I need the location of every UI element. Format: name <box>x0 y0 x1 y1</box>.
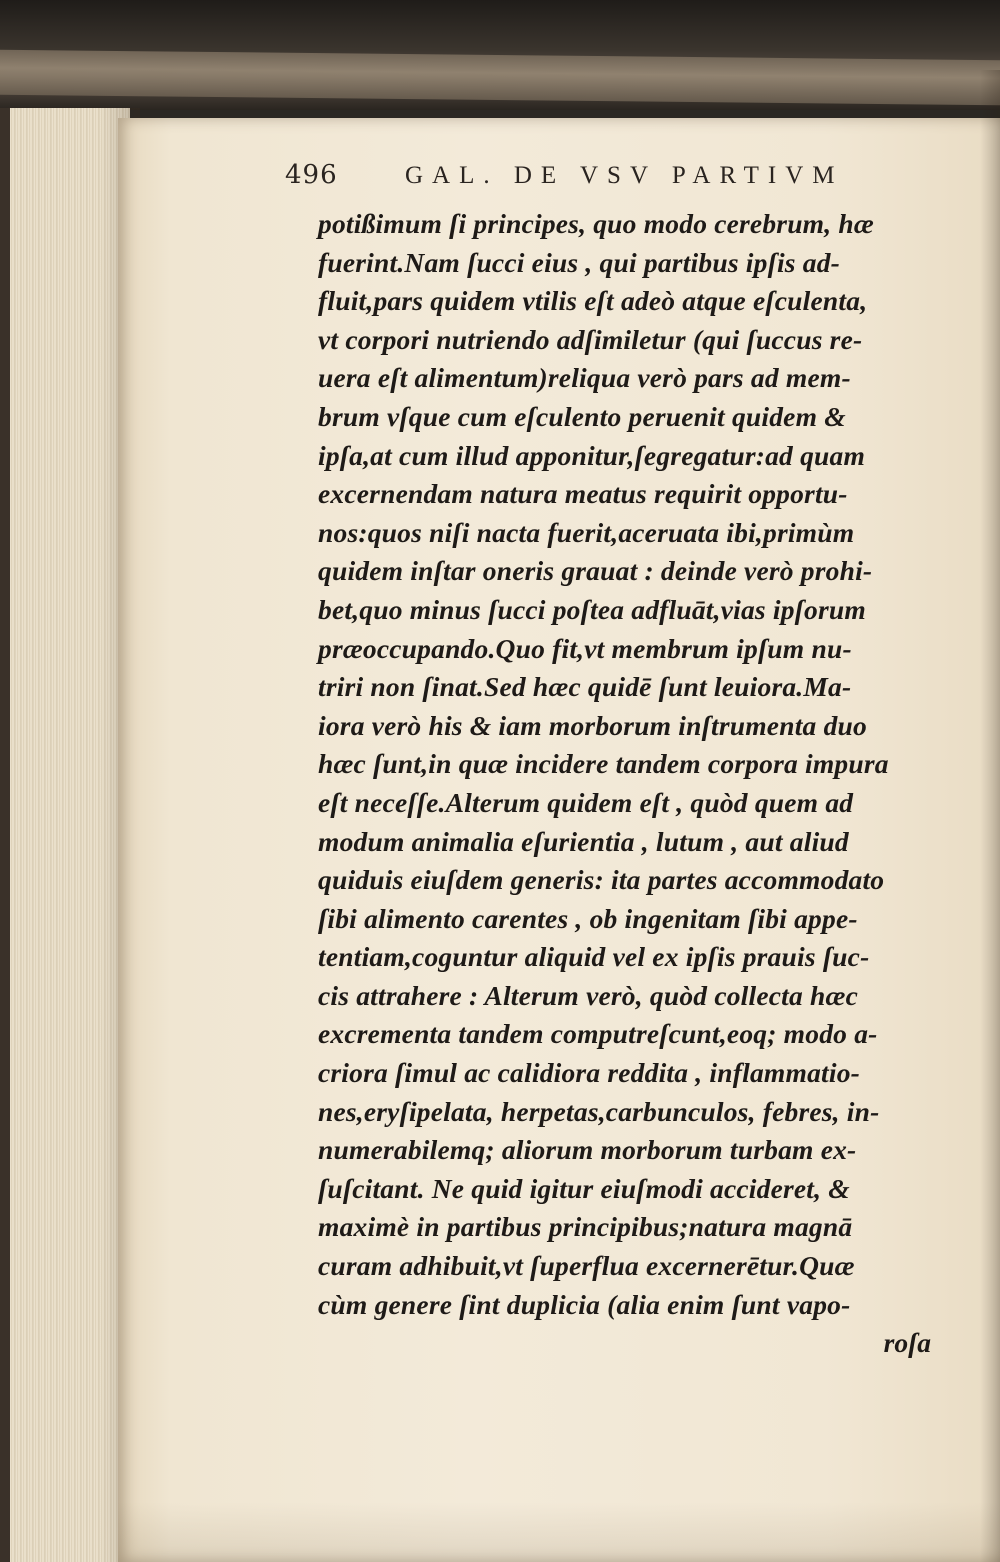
text-line: præoccupando.Quo fit,vt membrum ipſum nu- <box>318 632 852 664</box>
text-line: quidem inſtar oneris grauat : deinde verò prohi- <box>318 555 873 587</box>
text-line: fuerint.Nam ſucci eius , qui partibus ipſis ad- <box>318 246 841 278</box>
text-line: brum vſque cum eſculento peruenit quidem & <box>318 400 846 432</box>
text-line: vt corpori nutriendo adſimiletur (qui ſuccus re- <box>318 323 863 355</box>
text-line: ſuſcitant. Ne quid igitur eiuſmodi accideret, & <box>318 1172 850 1204</box>
bottom-page-shade <box>118 1502 1000 1562</box>
text-line: fluit,pars quidem vtilis eſt adeò atque eſculenta, <box>318 285 868 317</box>
text-line: uera eſt alimentum)reliqua verò pars ad mem- <box>318 362 851 394</box>
left-cover-edge <box>0 108 10 1562</box>
text-line: criora ſimul ac calidiora reddita , inflammatio- <box>318 1057 861 1089</box>
text-line: cùm genere ſint duplicia (alia enim ſunt vapo- <box>318 1288 851 1320</box>
text-line: numerabilemq; aliorum morborum turbam ex- <box>318 1134 857 1166</box>
text-line: triri non ſinat.Sed hæc quidē ſunt leuiora.Ma- <box>318 671 852 703</box>
running-title: GAL. DE VSV PARTIVM <box>405 162 844 189</box>
text-line: tentiam,coguntur aliquid vel ex ipſis prauis ſuc- <box>318 941 870 973</box>
text-line: modum animalia eſurientia , lutum , aut aliud <box>318 825 849 857</box>
text-line: iora verò his & iam morborum inſtrumenta duo <box>318 709 867 741</box>
text-line: nos:quos niſi nacta fuerit,aceruata ibi,primùm <box>318 516 855 548</box>
text-line: bet,quo minus ſucci poſtea adfluāt,vias ipſorum <box>318 593 866 625</box>
text-line: nes,eryſipelata, herpetas,carbunculos, febres, in- <box>318 1095 880 1127</box>
text-line: excernendam natura meatus requirit opportu- <box>318 478 848 510</box>
text-line: excrementa tandem computreſcunt,eoq; modo a- <box>318 1018 878 1050</box>
right-edge-shadow <box>980 70 1000 1562</box>
text-line: ſibi alimento carentes , ob ingenitam ſibi appe- <box>318 902 858 934</box>
body-text <box>318 205 943 1363</box>
text-line: eſt neceſſe.Alterum quidem eſt , quòd quem ad <box>318 786 854 818</box>
text-line: quiduis eiuſdem generis: ita partes accommodato <box>318 864 885 896</box>
page-header <box>285 160 885 200</box>
text-line: potißimum ſi principes, quo modo cerebrum, hæ <box>318 208 874 239</box>
page-number: 496 <box>285 160 338 190</box>
text-line: maximè in partibus principibus;natura magnā <box>318 1211 853 1243</box>
text-line: cis attrahere : Alterum verò, quòd collecta hæc <box>318 979 858 1011</box>
text-line: ipſa,at cum illud apponitur,ſegregatur:ad quam <box>318 439 866 471</box>
text-line: curam adhibuit,vt ſuperflua excernerētur.Quæ <box>318 1250 855 1282</box>
catchword: roſa <box>883 1327 931 1359</box>
text-line: hæc ſunt,in quæ incidere tandem corpora impura <box>318 748 889 780</box>
